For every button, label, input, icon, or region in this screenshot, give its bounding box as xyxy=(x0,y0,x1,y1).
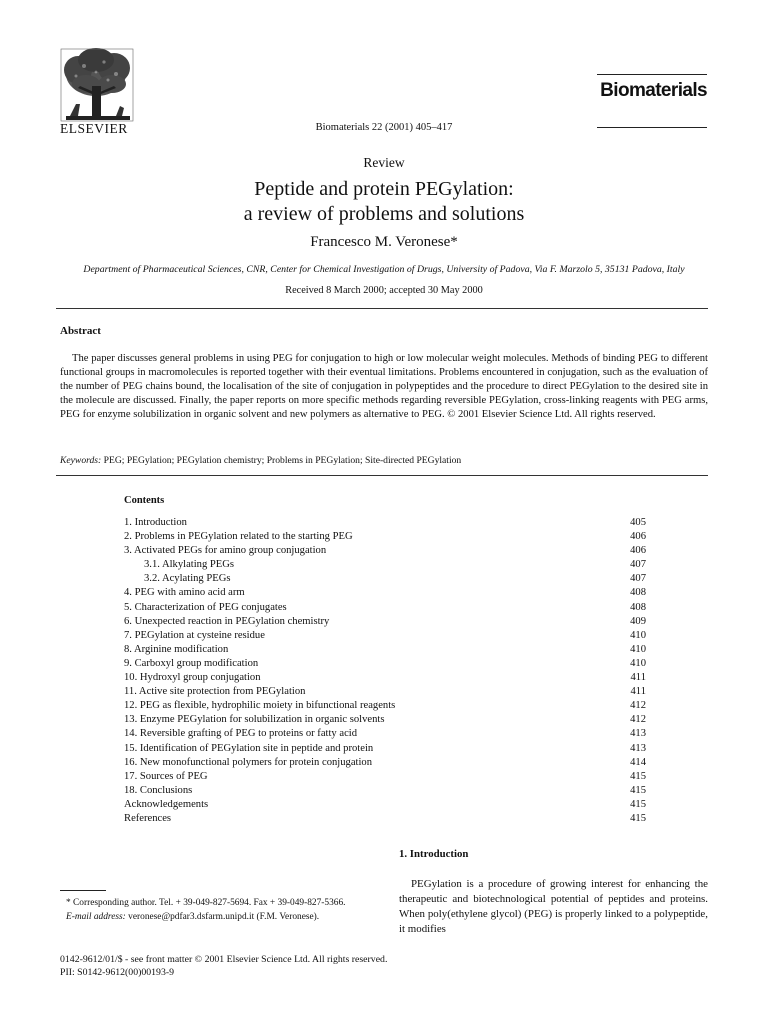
toc-item-label: References xyxy=(124,812,172,824)
toc-item xyxy=(124,784,646,798)
title-line-2: a review of problems and solutions xyxy=(243,203,525,225)
toc-item-label: 2. Problems in PEGylation related to the starting PEG xyxy=(124,531,353,543)
keywords-label: Keywords: xyxy=(60,455,102,466)
toc-item-label: 13. Enzyme PEGylation for solubilization in organic solvents xyxy=(124,714,385,726)
toc-item xyxy=(124,699,646,713)
abstract-body: The paper discusses general problems in using PEG for conjugation to high or low molecular weight molecules. Methods of binding PEG to different functional groups in macromolecules is reported together with their eventual limitations. Problems encountered in conjugation, such as the evaluation of the number of PEG chains bound, the localisation of the site of conjugation in polypeptides and the procedure to direct PEGylation to the desired site in the molecule are discussed. Finally, the paper reports on more specific methods regarding reversible PEGylation, cross-linking reagents with PEG arms, PEG for enzyme solubilization in organic solvent and new polymers as alternative to PEG. © 2001 Elsevier Science Ltd. All rights reserved. xyxy=(60,353,708,421)
toc-item-page: 415 xyxy=(630,770,646,782)
journal-rule-top xyxy=(597,74,707,75)
email-label: E-mail address: xyxy=(66,911,126,922)
table-of-contents xyxy=(124,516,646,826)
toc-item-page: 415 xyxy=(630,812,646,824)
journal-citation: Biomaterials 22 (2001) 405–417 xyxy=(315,122,453,133)
toc-item-page: 410 xyxy=(630,629,646,641)
toc-item xyxy=(124,629,646,643)
toc-item-label: 3. Activated PEGs for amino group conjugation xyxy=(124,545,327,557)
journal-name: Biomaterials xyxy=(600,80,707,101)
toc-item xyxy=(124,742,646,756)
toc-item xyxy=(124,685,646,699)
toc-item xyxy=(124,572,646,586)
toc-item-page: 408 xyxy=(630,587,646,599)
toc-item-label: 4. PEG with amino acid arm xyxy=(124,587,245,599)
toc-item xyxy=(124,657,646,671)
toc-item xyxy=(124,586,646,600)
toc-item-label: 3.2. Acylating PEGs xyxy=(144,573,231,585)
toc-item-page: 414 xyxy=(630,756,646,768)
title-line-1: Peptide and protein PEGylation: xyxy=(254,178,514,200)
page-footer xyxy=(60,953,387,980)
toc-item-page: 411 xyxy=(630,672,646,684)
toc-item-label: 1. Introduction xyxy=(124,517,187,528)
toc-item-page: 409 xyxy=(630,615,646,627)
toc-item-page: 410 xyxy=(630,657,646,669)
toc-item-label: 16. New monofunctional polymers for protein conjugation xyxy=(124,756,373,768)
toc-item-label: 5. Characterization of PEG conjugates xyxy=(124,601,287,613)
toc-item-label: 6. Unexpected reaction in PEGylation chemistry xyxy=(124,615,330,627)
abstract-rule xyxy=(56,308,708,309)
journal-rule-bottom xyxy=(597,127,707,128)
toc-item-label: Acknowledgements xyxy=(124,798,209,810)
introduction-heading: 1. Introduction xyxy=(399,848,469,860)
toc-item xyxy=(124,643,646,657)
toc-item xyxy=(124,671,646,685)
toc-item-page: 415 xyxy=(630,784,646,796)
toc-item xyxy=(124,798,646,812)
toc-item-label: 15. Identification of PEGylation site in peptide and protein xyxy=(124,742,374,754)
email-address: veronese@pdfar3.dsfarm.unipd.it (F.M. Veronese). xyxy=(128,911,320,922)
footnote-corresponding: * Corresponding author. Tel. + 39-049-827-5694. Fax + 39-049-827-5366. xyxy=(66,898,346,908)
toc-item-label: 3.1. Alkylating PEGs xyxy=(144,559,235,571)
footer-copyright: 0142-9612/01/$ - see front matter © 2001 Elsevier Science Ltd. All rights reserved. xyxy=(60,954,388,965)
toc-item xyxy=(124,558,646,572)
toc-item xyxy=(124,530,646,544)
author-affiliation: Department of Pharmaceutical Sciences, CNR, Center for Chemical Investigation of Drugs, University of Padova, Via F. Marzolo 5, 35131 Padova, Italy xyxy=(83,264,685,275)
toc-item-page: 406 xyxy=(630,531,646,543)
toc-item-page: 407 xyxy=(630,559,646,571)
toc-item xyxy=(124,615,646,629)
toc-item-label: 18. Conclusions xyxy=(124,784,193,796)
keywords-rule xyxy=(56,475,708,476)
introduction-body: PEGylation is a procedure of growing interest for enhancing the therapeutic and biotechnological potential of peptides and proteins. When poly(ethylene glycol) (PEG) is properly linked to a polypeptide, it modifies xyxy=(399,878,708,935)
toc-item-label: 9. Carboxyl group modification xyxy=(124,657,259,669)
toc-item-page: 407 xyxy=(630,573,646,585)
toc-item xyxy=(124,770,646,784)
footnote-rule xyxy=(60,890,106,891)
elsevier-tree-logo xyxy=(56,44,138,132)
toc-item-label: 10. Hydroxyl group conjugation xyxy=(124,672,261,684)
toc-item-label: 17. Sources of PEG xyxy=(124,770,208,782)
toc-item-page: 413 xyxy=(630,742,646,754)
toc-item-label: 14. Reversible grafting of PEG to proteins or fatty acid xyxy=(124,728,358,740)
toc-item-page: 415 xyxy=(630,798,646,810)
article-title xyxy=(0,177,768,227)
toc-item-page: 406 xyxy=(630,545,646,557)
toc-item-label: 8. Arginine modification xyxy=(124,643,229,655)
toc-item-page: 411 xyxy=(630,686,646,698)
toc-item xyxy=(124,544,646,558)
footnote-email-line xyxy=(60,911,370,925)
toc-item-page: 412 xyxy=(630,700,646,712)
toc-item xyxy=(124,812,646,826)
toc-item xyxy=(124,756,646,770)
toc-item-label: 12. PEG as flexible, hydrophilic moiety in bifunctional reagents xyxy=(124,700,396,712)
footnote xyxy=(60,897,370,924)
toc-item-page: 408 xyxy=(630,601,646,613)
keywords xyxy=(60,455,461,466)
toc-item xyxy=(124,713,646,727)
toc-item-page: 413 xyxy=(630,728,646,740)
received-dates: Received 8 March 2000; accepted 30 May 2000 xyxy=(285,285,483,296)
footer-pii: PII: S0142-9612(00)00193-9 xyxy=(60,967,175,979)
publisher-name: ELSEVIER xyxy=(60,121,128,136)
author-name: Francesco M. Veronese* xyxy=(310,234,458,250)
toc-item-page: 405 xyxy=(630,517,646,528)
toc-item xyxy=(124,516,646,530)
article-type: Review xyxy=(363,155,405,170)
contents-heading: Contents xyxy=(124,495,165,506)
toc-item-page: 410 xyxy=(630,643,646,655)
keywords-text: PEG; PEGylation; PEGylation chemistry; Problems in PEGylation; Site-directed PEGylation xyxy=(103,455,462,466)
abstract-heading: Abstract xyxy=(60,325,101,337)
toc-item xyxy=(124,601,646,615)
toc-item-label: 7. PEGylation at cysteine residue xyxy=(124,629,265,641)
toc-item-label: 11. Active site protection from PEGylation xyxy=(124,686,306,698)
toc-item xyxy=(124,727,646,741)
toc-item-page: 412 xyxy=(630,714,646,726)
